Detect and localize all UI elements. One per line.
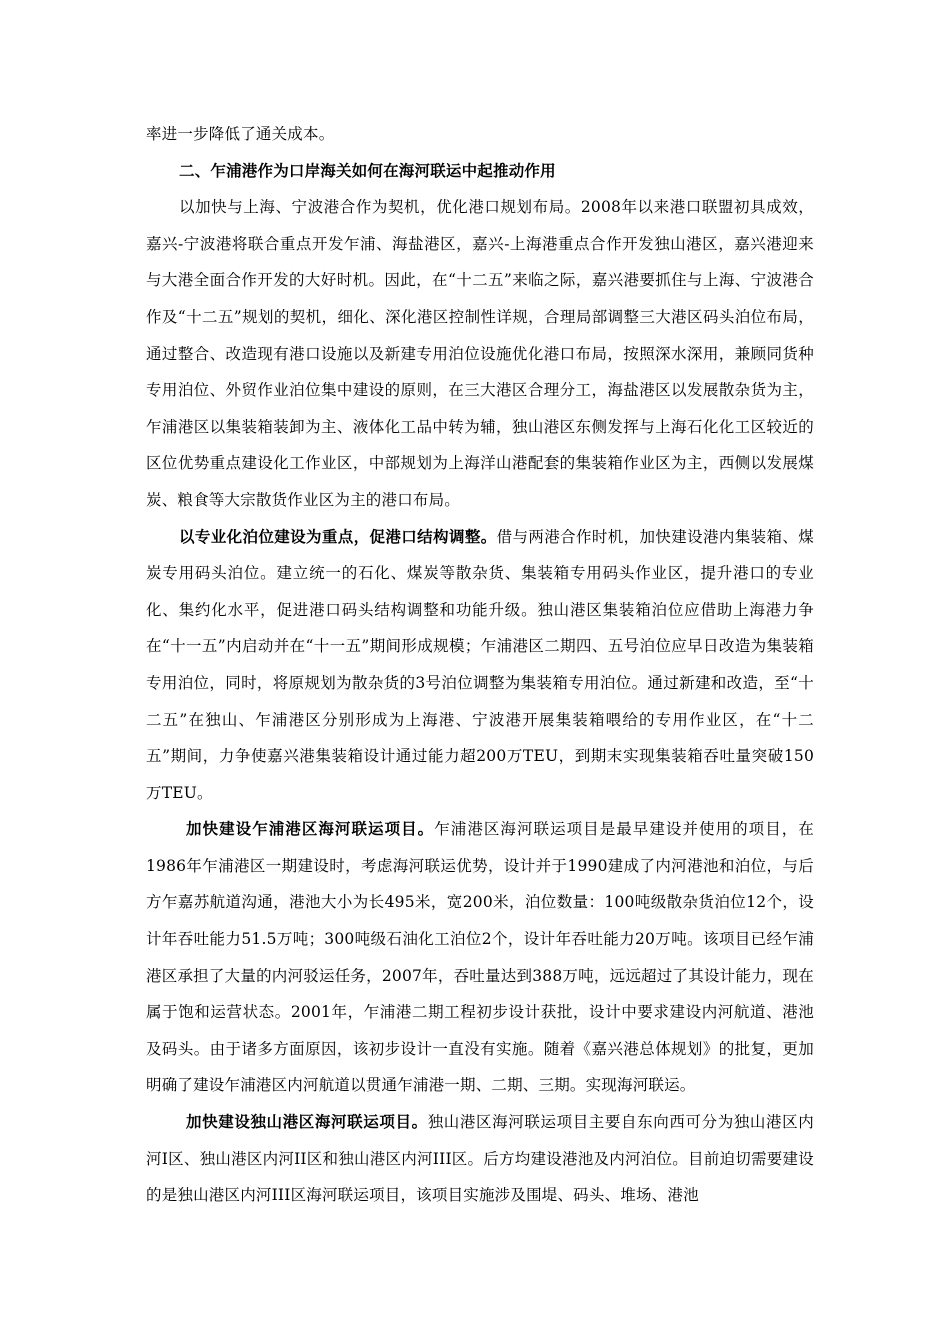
paragraph-text: 乍浦港区海河联运项目是最早建设并使用的项目，在1986年乍浦港区一期建设时，考虑海河联运优势，设计并于1990建成了内河港池和泊位，与后方乍嘉苏航道沟通，港池大小为长495米，宽200米，泊位数量：100吨级散杂货泊位12个，设计年吞吐能力51.5万吨；300吨级石油化工泊位2个，设计年吞吐能力20万吨。该项目已经乍浦港区承担了大量的内河驳运任务，2007年，吞吐量达到388万吨，远远超过了其设计能力，现在属于饱和运营状态。2001年，乍浦港二期工程初步设计获批，设计中要求建设内河航道、港池及码头。由于诸多方面原因，该初步设计一直没有实施。随着《嘉兴港总体规划》的批复，更加明确了建设乍浦港区内河航道以贯通乍浦港一期、二期、三期。实现海河联运。 [146,820,814,1095]
paragraph-lead: 加快建设独山港区海河联运项目。 [186,1112,428,1132]
paragraph-text: 独山港区海河联运项目主要自东向西可分为独山港区内河I区、独山港区内河II区和独山港区内河III区。后方均建设港池及内河泊位。目前迫切需要建设的是独山港区内河III区海河联运项目，该项目实施涉及围堤、码头、堆场、港池 [146,1113,814,1205]
paragraph-port-layout [146,189,814,518]
document-body [146,116,814,1214]
paragraph-continuation [146,116,814,153]
paragraph-text: 借与两港合作时机，加快建设港内集装箱、煤炭专用码头泊位。建立统一的石化、煤炭等散杂货、集装箱专用码头作业区，提升港口的专业化、集约化水平，促进港口码头结构调整和功能升级。独山港区集装箱泊位应借助上海港力争在“十一五”内启动并在“十一五”期间形成规模；乍浦港区二期四、五号泊位应早日改造为集装箱专用泊位，同时，将原规划为散杂货的3号泊位调整为集装箱专用泊位。通过新建和改造，至“十二五”在独山、乍浦港区分别形成为上海港、宁波港开展集装箱喂给的专用作业区，在“十二五”期间，力争使嘉兴港集装箱设计通过能力超200万TEU，到期末实现集装箱吞吐量突破150万TEU。 [146,527,814,802]
paragraph-zhapu-project [146,811,814,1104]
paragraph-dushan-project [146,1104,814,1214]
section-heading [146,153,814,190]
paragraph-text: 以加快与上海、宁波港合作为契机，优化港口规划布局。2008年以来港口联盟初具成效，嘉兴-宁波港将联合重点开发乍浦、海盐港区，嘉兴-上海港重点合作开发独山港区，嘉兴港迎来与大港全面合作开发的大好时机。因此，在“十二五”来临之际，嘉兴港要抓住与上海、宁波港合作及“十二五”规划的契机，细化、深化港区控制性详规，合理局部调整三大港区码头泊位布局，通过整合、改造现有港口设施以及新建专用泊位设施优化港口布局，按照深水深用，兼顾同货种专用泊位、外贸作业泊位集中建设的原则，在三大港区合理分工，海盐港区以发展散杂货为主，乍浦港区以集装箱装卸为主、液体化工品中转为辅，独山港区东侧发挥与上海石化化工区较近的区位优势重点建设化工作业区，中部规划为上海洋山港配套的集装箱作业区为主，西侧以发展煤炭、粮食等大宗散货作业区为主的港口布局。 [146,198,814,509]
section-heading-text: 二、乍浦港作为口岸海关如何在海河联运中起推动作用 [179,160,556,180]
paragraph-text: 率进一步降低了通关成本。 [146,125,335,143]
paragraph-specialized-berths [146,519,814,812]
paragraph-lead: 加快建设乍浦港区海河联运项目。 [186,819,435,839]
paragraph-lead: 以专业化泊位建设为重点，促港口结构调整。 [179,526,497,546]
